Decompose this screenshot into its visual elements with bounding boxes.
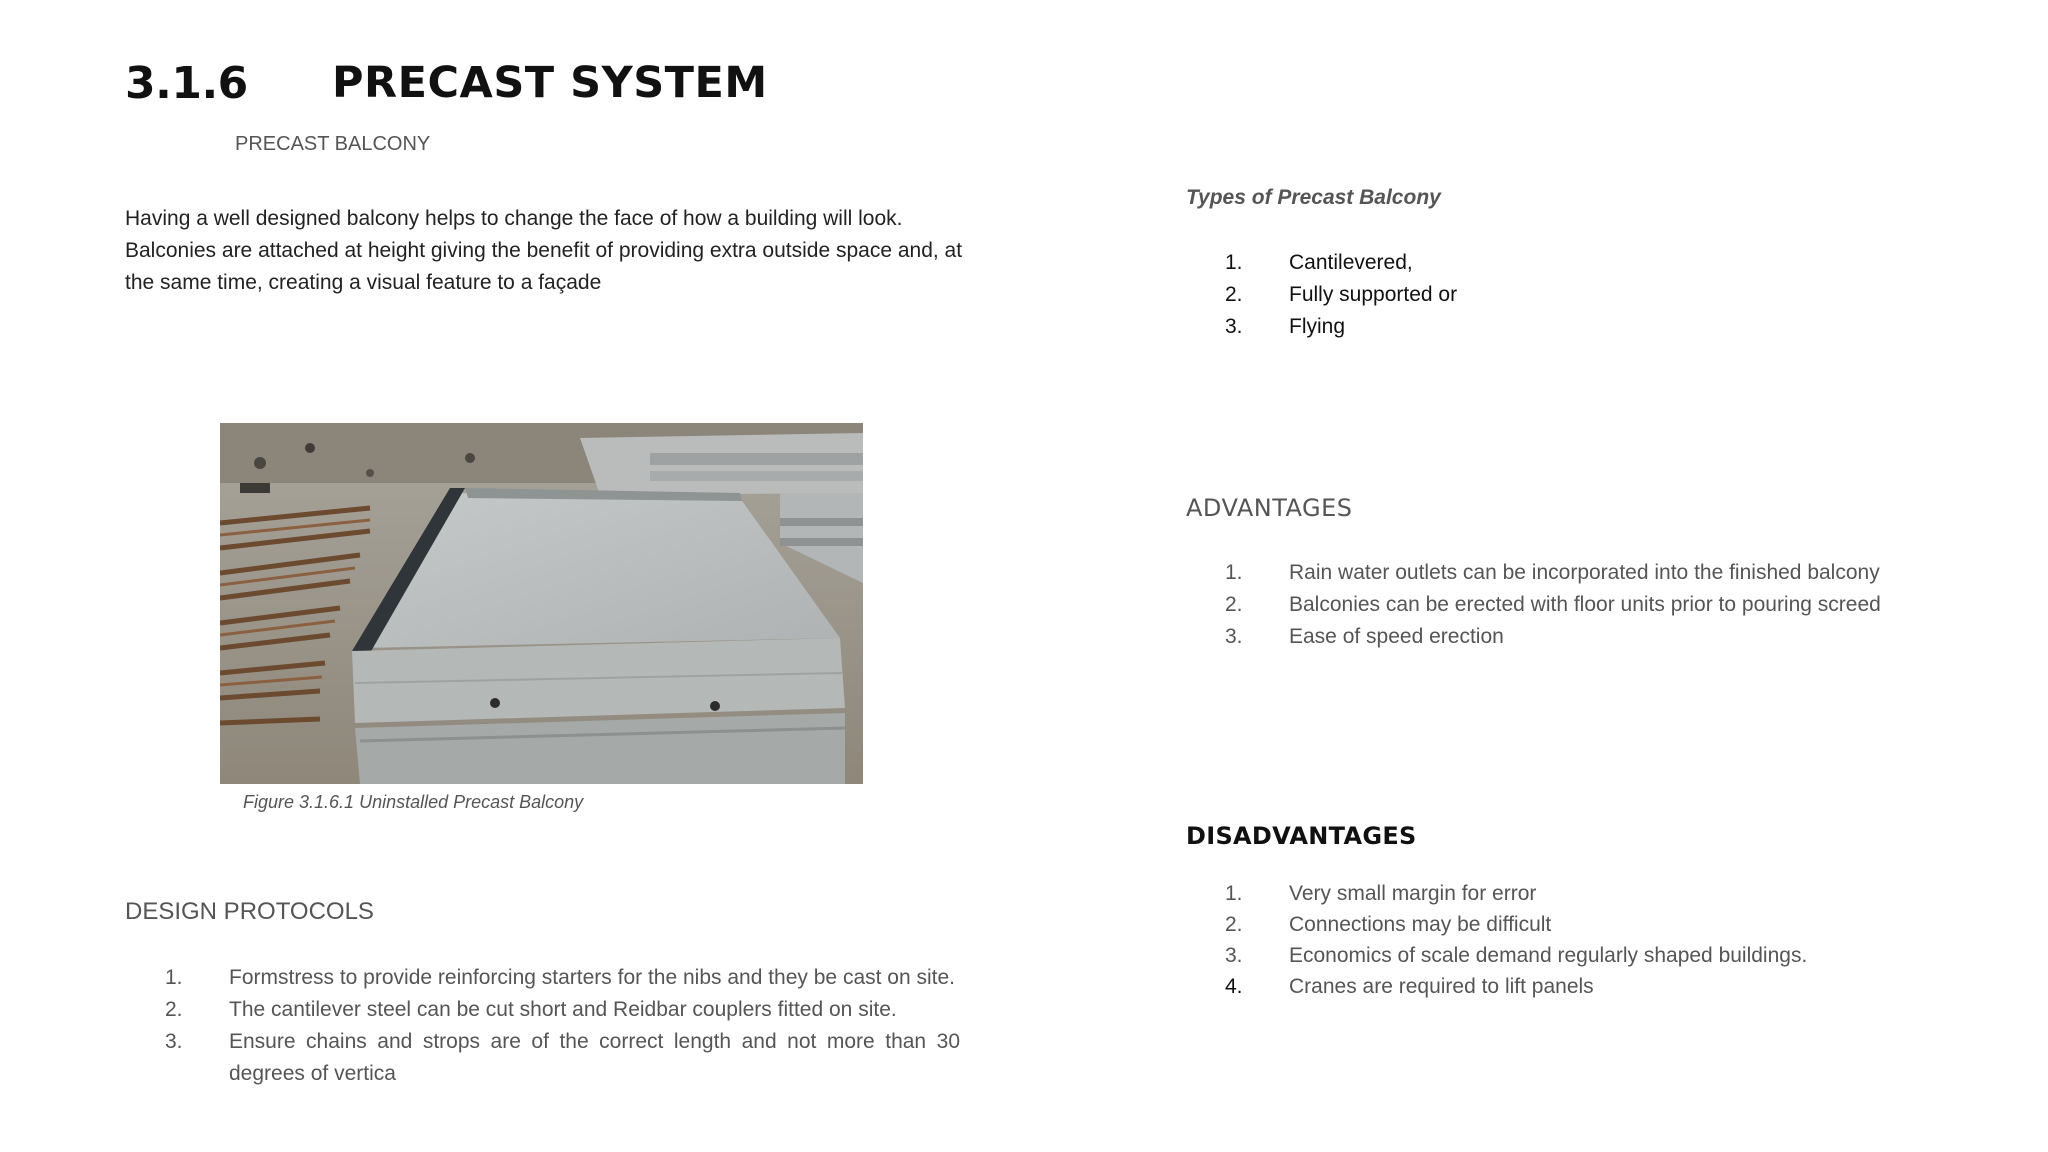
list-item bbox=[1225, 247, 1457, 279]
disadvantages-heading: DISADVANTAGES bbox=[1186, 822, 1417, 850]
precast-balcony-photo bbox=[220, 423, 863, 784]
list-number: 4. bbox=[1225, 975, 1243, 998]
design-protocols-list bbox=[165, 962, 960, 1090]
section-title: PRECAST SYSTEM bbox=[332, 58, 768, 108]
list-number: 3. bbox=[1225, 625, 1243, 648]
section-subtitle: PRECAST BALCONY bbox=[235, 133, 431, 155]
list-item bbox=[1225, 878, 1807, 909]
list-item bbox=[1225, 940, 1807, 971]
list-item bbox=[1225, 279, 1457, 311]
list-text: Ensure chains and strops are of the correct length and not more than 30 degrees of vertica bbox=[229, 1030, 960, 1085]
list-text: Economics of scale demand regularly shaped buildings. bbox=[1289, 944, 1808, 967]
list-number: 1. bbox=[1225, 251, 1243, 274]
list-item bbox=[1225, 971, 1807, 1002]
list-text: Fully supported or bbox=[1289, 283, 1458, 306]
list-item bbox=[1225, 557, 1881, 589]
list-number: 2. bbox=[165, 998, 183, 1021]
list-item bbox=[165, 962, 960, 994]
figure-caption: Figure 3.1.6.1 Uninstalled Precast Balcony bbox=[243, 792, 584, 812]
list-text: Balconies can be erected with floor units prior to pouring screed bbox=[1289, 593, 1881, 616]
list-number: 3. bbox=[1225, 315, 1243, 338]
list-text: Cantilevered, bbox=[1289, 251, 1413, 274]
list-text: Formstress to provide reinforcing starters for the nibs and they be cast on site. bbox=[229, 966, 955, 989]
intro-paragraph: Having a well designed balcony helps to change the face of how a building will look. Balconies are attached at height giving the benefit of providing extra outside space and, at the same time, creating a visual feature to a façade bbox=[125, 207, 963, 294]
list-number: 1. bbox=[165, 966, 183, 989]
list-number: 3. bbox=[165, 1030, 183, 1053]
section-number: 3.1.6 bbox=[125, 58, 248, 109]
precast-balcony-photo-drawing bbox=[220, 423, 863, 784]
list-number: 1. bbox=[1225, 561, 1243, 584]
list-text: Cranes are required to lift panels bbox=[1289, 975, 1594, 998]
list-item bbox=[1225, 909, 1807, 940]
advantages-heading: ADVANTAGES bbox=[1186, 494, 1353, 522]
list-text: Connections may be difficult bbox=[1289, 913, 1552, 936]
design-protocols-heading: DESIGN PROTOCOLS bbox=[125, 898, 374, 925]
list-item bbox=[1225, 589, 1881, 621]
list-text: The cantilever steel can be cut short and Reidbar couplers fitted on site. bbox=[229, 998, 897, 1021]
list-number: 2. bbox=[1225, 593, 1243, 616]
list-number: 2. bbox=[1225, 913, 1243, 936]
list-number: 2. bbox=[1225, 283, 1243, 306]
list-item bbox=[165, 1026, 960, 1090]
list-item bbox=[165, 994, 960, 1026]
list-text: Very small margin for error bbox=[1289, 882, 1537, 905]
list-text: Ease of speed erection bbox=[1289, 625, 1504, 648]
disadvantages-list bbox=[1225, 878, 1807, 1002]
list-number: 3. bbox=[1225, 944, 1243, 967]
list-item bbox=[1225, 311, 1457, 343]
list-item bbox=[1225, 621, 1881, 653]
list-number: 1. bbox=[1225, 882, 1243, 905]
list-text: Rain water outlets can be incorporated into the finished balcony bbox=[1289, 561, 1880, 584]
advantages-list bbox=[1225, 557, 1881, 653]
list-text: Flying bbox=[1289, 315, 1346, 338]
types-list bbox=[1225, 247, 1457, 343]
types-heading: Types of Precast Balcony bbox=[1186, 186, 1441, 209]
